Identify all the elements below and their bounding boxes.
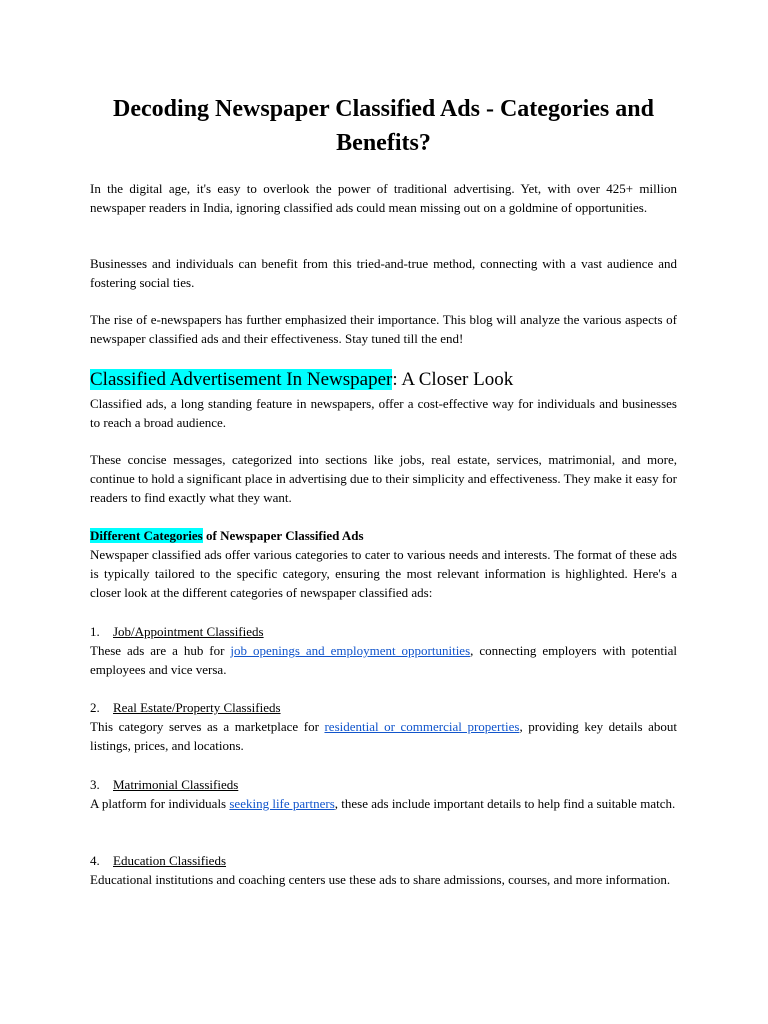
section-heading-highlight: Classified Advertisement In Newspaper <box>90 369 393 390</box>
subheading-rest: of Newspaper Classified Ads <box>202 528 364 543</box>
category-title: Matrimonial Classifieds <box>113 777 239 792</box>
category-text-2 <box>90 717 677 755</box>
subheading-highlight: Different Categories <box>90 528 203 543</box>
category-number: 1. <box>90 624 100 639</box>
category-text-after: , these ads include important details to help find a suitable match. <box>334 796 676 811</box>
category-number: 4. <box>90 853 100 868</box>
category-text-before: This category serves as a marketplace for <box>90 719 325 734</box>
intro-paragraph-1: In the digital age, it's easy to overlook the power of traditional advertising. Yet, with over 425+ million newspaper readers in India, ignoring classified ads could mean missing out on a goldmine of opportunities. <box>90 181 677 215</box>
category-text-after: , providing key details about listings, prices, and locations. <box>90 719 678 753</box>
document-title: Decoding Newspaper Classified Ads - Categories and Benefits? <box>113 96 654 156</box>
category-heading-4 <box>90 851 677 870</box>
intro-paragraph-3: The rise of e-newspapers has further emphasized their importance. This blog will analyze the various aspects of newspaper classified ads and their effectiveness. Stay tuned till the end! <box>90 312 677 346</box>
category-text-1 <box>90 641 677 679</box>
category-number: 3. <box>90 777 100 792</box>
subheading-categories <box>90 526 677 545</box>
category-heading-3 <box>90 775 677 794</box>
section1-paragraph-2: These concise messages, categorized into sections like jobs, real estate, services, matrimonial, and more, continue to hold a significant place in advertising due to their simplicity and effectiveness. They make it easy for readers to find exactly what they want. <box>90 452 677 505</box>
category-heading-1 <box>90 622 677 641</box>
category-number: 2. <box>90 700 100 715</box>
category-heading-2 <box>90 698 677 717</box>
link-residential-commercial[interactable]: residential or commercial properties <box>324 719 520 734</box>
category-text-before: Educational institutions and coaching centers use these ads to share admissions, courses, and more information. <box>90 872 671 887</box>
section1-paragraph-1: Classified ads, a long standing feature in newspapers, offer a cost-effective way for individuals and businesses to reach a broad audience. <box>90 396 677 430</box>
category-title: Real Estate/Property Classifieds <box>113 700 281 715</box>
section-heading-closer-look <box>90 368 677 392</box>
category-title: Education Classifieds <box>113 853 227 868</box>
link-seeking-life-partners[interactable]: seeking life partners <box>229 796 335 811</box>
category-text-before: A platform for individuals <box>90 796 230 811</box>
section-heading-rest: : A Closer Look <box>392 369 514 390</box>
category-text-3 <box>90 794 677 813</box>
intro-paragraph-2: Businesses and individuals can benefit from this tried-and-true method, connecting with a vast audience and fostering social ties. <box>90 256 677 290</box>
category-text-after: , connecting employers with potential employees and vice versa. <box>90 643 677 677</box>
category-title: Job/Appointment Classifieds <box>113 624 264 639</box>
category-text-before: These ads are a hub for <box>90 643 231 658</box>
category-text-4 <box>90 870 677 889</box>
link-job-openings[interactable]: job openings and employment opportunities <box>230 643 471 658</box>
section2-paragraph: Newspaper classified ads offer various categories to cater to various needs and interests. The format of these ads is typically tailored to the specific category, ensuring the most relevant information is highlighted. Here's a closer look at the different categories of newspaper classified ads: <box>90 547 677 600</box>
